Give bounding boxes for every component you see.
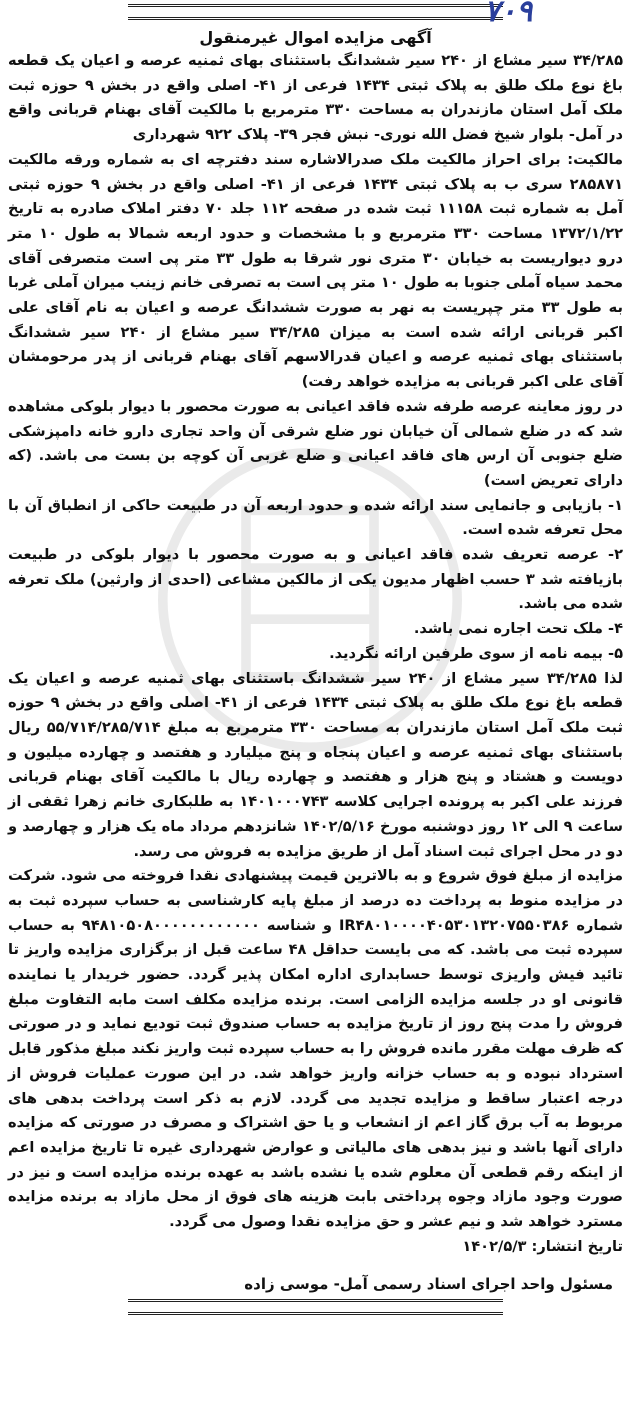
paragraph-property-summary: ۳۴/۲۸۵ سیر مشاع از ۲۴۰ سیر ششدانگ باستثنای بهای ثمنیه عرصه و اعیان یک قطعه باغ نوع ملک طلق به پلاک ثبتی ۱۴۳۴ فرعی از ۴۱- اصلی واقع در بخش ۹ حوزه ثبت ملک آمل استان مازندران به مساحت ۳۳۰ مترمربع با مالکیت آقای بهنام قربانی واقع در آمل- بلوار شیخ فضل الله نوری- نبش فجر ۳۹- پلاک ۹۲۲ شهرداری xyxy=(8,52,624,144)
paragraph-auction-terms: مزایده از مبلغ فوق شروع و به بالاترین قیمت پیشنهادی نقدا فروخته می شود. شرکت در مزایده منوط به پرداخت ده درصد از مبلغ پایه کارشناسی به حساب سپرده ثبت به شماره IR۴۸۰۱۰۰۰۰۴۰۵۳۰۱۳۲۰۷۵۵۰۳۸۶ و شناسه ۹۴۸۱۰۵۰۸۰۰۰۰۰۰۰۰۰۰۰۰ به حساب سپرده ثبت می باشد. که می بایست حداقل ۴۸ ساعت قبل از برگزاری مزایده واریز تا تائید فیش واریزی توسط حسابداری اداره امکان پذیر گردد. حضور خریدار یا نماینده قانونی او در جلسه مزایده الزامی است. برنده مزایده مکلف است مابه التفاوت مبلغ فروش را مدت پنج روز از تاریخ مزایده به حساب صندوق ثبت تودیع نماید و در صورتی که ظرف مهلت مقرر مانده فروش را به حساب سپرده ثبت واریز نکند مبلغ مذکور قابل استرداد نبوده و به حساب خزانه واریز خواهد شد. در این صورت عملیات فروش از درجه اعتبار ساقط و مزایده تجدید می گردد. لازم به ذکر است پرداخت بدهی های مربوط به آب برق گاز اعم از انشعاب و یا حق اشتراک و مصرف در صورتی که مزایده دارای آنها باشد و نیز بدهی های مالیاتی و عوارض شهرداری غیره تا تاریخ مزایده اعم از اینکه رقم قطعی آن معلوم شده یا نشده باشد به عهده برنده مزایده است و نیز در صورت وجود مازاد وجوه پرداختی بابت هزینه های فوق از محل مازاد به برنده مزایده مسترد خواهد شد و نیم عشر و حق مزایده نقدا وصول می گردد. xyxy=(8,867,623,1231)
signature-line: مسئول واحد اجرای اسناد رسمی آمل- موسی زاده xyxy=(244,1275,613,1294)
list-item-5: ۵- بیمه نامه از سوی طرفین ارائه نگردید. xyxy=(329,644,623,662)
notice-body xyxy=(8,49,623,1259)
paragraph-auction-price: لذا ۳۴/۲۸۵ سیر مشاع از ۲۴۰ سیر ششدانگ باستثنای بهای ثمنیه عرصه و اعیان یک قطعه باغ نوع ملک طلق به پلاک ثبتی ۱۴۳۴ فرعی از ۴۱- اصلی واقع در بخش ۹ حوزه ثبت ملک آمل استان مازندران به مساحت ۳۳۰ مترمربع به مبلغ ۵۵/۷۱۴/۲۸۵/۷۱۴ ریال باستثنای بهای ثمنیه عرصه و اعیان پنجاه و پنج میلیارد و هفتصد و چهارده میلیون و دویست و هشتاد و پنج هزار و هفتصد و چهارده ریال با مالکیت آقای بهنام قربانی فرزند علی اکبر به پرونده اجرایی کلاسه ۱۴۰۱۰۰۰۷۴۳ به طلبکاری خانم زهرا ثقفی از ساعت ۹ الی ۱۲ روز دوشنبه مورخ ۱۴۰۲/۵/۱۶ شانزدهم مرداد ماه یک هزار و چهارصد و دو در محل اجرای ثبت اسناد آمل از طریق مزایده به فروش می رسد. xyxy=(8,669,624,860)
list-item-2: ۲- عرصه تعریف شده فاقد اعیانی و به صورت محصور با دیوار بلوکی در طبیعت بازیافته شد ۳ حسب اظهار مدیون یکی از مالکین مشاعی (احدی از وارثین) ملک تعرفه شده می باشد. xyxy=(8,546,623,613)
paragraph-inspection: در روز معاینه عرصه طرفه شده فاقد اعیانی به صورت محصور با دیوار بلوکی مشاهده شد که در ضلع شمالی آن خیابان نور ضلع شرقی آن واحد تجاری دارو خانه دامپزشکی ضلع جنوبی آن ارس های فاقد اعیانی و ضلع غربی آن کوچه بن بست می باشد. (که دارای تعریض است) xyxy=(8,397,623,489)
notice-title: آگهی مزایده اموال غیرمنقول xyxy=(199,28,432,47)
paragraph-ownership: مالکیت: برای احراز مالکیت ملک صدرالاشاره سند دفترچه ای به شماره ورقه مالکیت ۲۸۵۸۷۱ سری ب به پلاک ثبتی ۱۴۳۴ فرعی از ۴۱- اصلی واقع در بخش ۹ حوزه ثبتی آمل به شماره ثبت ۱۱۱۵۸ ثبت شده در صفحه ۱۱۲ جلد ۷۰ دفتر املاک صادره به تاریخ ۱۳۷۲/۱/۲۲ مساحت ۳۳۰ مترمربع و با مشخصات و حدود اربعه شمالا به طول ۱۰ متر درو دیواریست به خیابان ۳۰ متری نور شرقا به طول ۳۳ متر پی است متصرفی آقای محمد سیاه آملی جنوبا به طول ۱۰ متر پی است به تصرفی خانم زینب میران آملی غربا به طول ۳۳ متر چپریست به نهر به صورت ششدانگ عرصه و اعیان به نام آقای علی اکبر قربانی ارائه شده است به میزان ۳۴/۲۸۵ سیر مشاع از ۲۴۰ سیر ششدانگ باستثنای بهای ثمنیه عرصه و اعیان قدرالاسهم آقای بهنام قربانی از پدر مرحومشان آقای علی اکبر قربانی به مزایده خواهد رفت) xyxy=(8,150,624,391)
bottom-double-rule xyxy=(128,1299,503,1315)
handwritten-number: ۷۰۹ xyxy=(484,0,533,29)
list-item-4: ۴- ملک تحت اجاره نمی باشد. xyxy=(413,620,623,638)
publish-date: تاریخ انتشار: ۱۴۰۲/۵/۳ xyxy=(462,1237,623,1255)
list-item-1: ۱- بازیابی و جانمایی سند ارائه شده و حدود اربعه آن در طبیعت حاکی از انطباق آن با محل تعرفه شده است. xyxy=(8,496,623,539)
top-double-rule xyxy=(128,4,503,20)
